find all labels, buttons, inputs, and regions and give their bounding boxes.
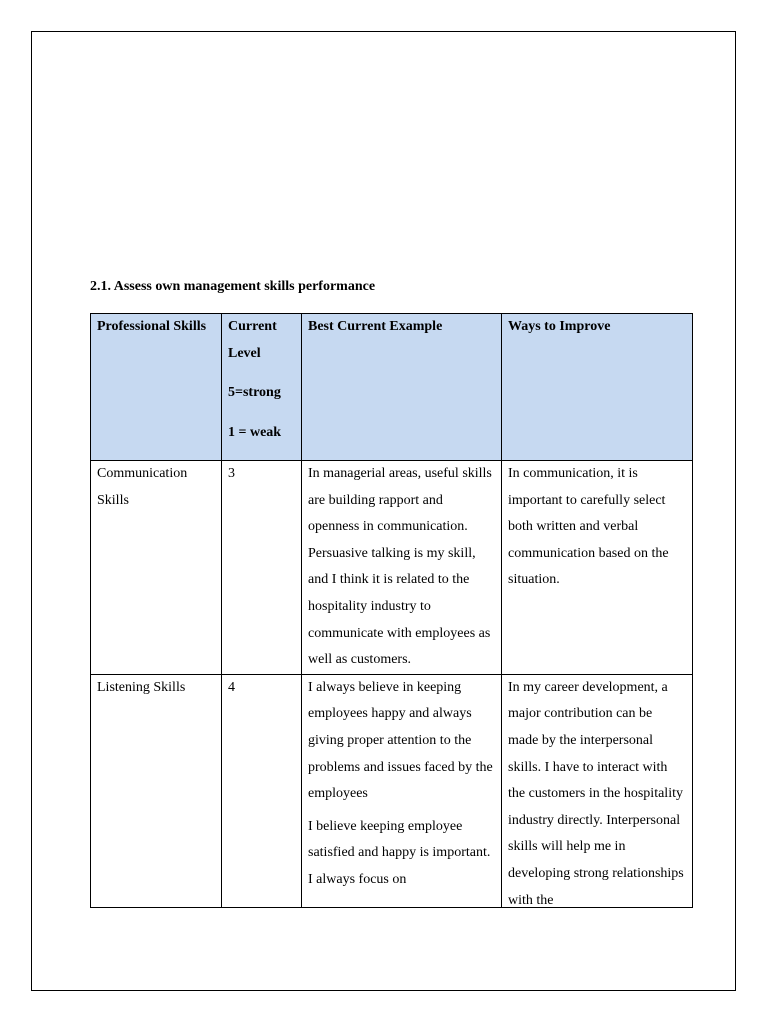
header-best-current-example: Best Current Example bbox=[302, 314, 502, 461]
best-example bbox=[302, 461, 502, 675]
table-row bbox=[91, 674, 693, 907]
section-heading: 2.1. Assess own management skills performance bbox=[90, 279, 376, 294]
header-current-level bbox=[222, 314, 302, 461]
ways-to-improve: In communication, it is important to carefully select both written and verbal communication based on the situation. bbox=[502, 461, 693, 675]
ways-to-improve-clip: In my career development, a major contribution can be made by the interpersonal skills. I have to interact with the customers in the hospitality industry directly. Interpersonal skills will help me in developing strong relationships with the bbox=[508, 679, 684, 907]
header-ways-to-improve: Ways to Improve bbox=[502, 314, 693, 461]
header-professional-skills: Professional Skills bbox=[91, 314, 222, 461]
best-example-paragraph: I always believe in keeping employees happy and always giving proper attention to the problems and issues faced by the employees bbox=[308, 679, 493, 802]
best-example-clip bbox=[308, 675, 495, 907]
skills-table bbox=[90, 313, 693, 908]
skill-name: Listening Skills bbox=[91, 674, 222, 907]
skill-level: 4 bbox=[222, 674, 302, 907]
header-current-level-title: Current Level bbox=[228, 319, 277, 361]
best-example bbox=[302, 674, 502, 907]
best-example-paragraph: In managerial areas, useful skills are building rapport and openness in communication. Persuasive talking is my skill, and I think it is related to the hospitality industry to communicate with employees as well as customers. bbox=[308, 466, 492, 668]
table-row bbox=[91, 461, 693, 675]
header-level-strong: 5=strong bbox=[228, 385, 281, 401]
table-header-row bbox=[91, 314, 693, 461]
ways-to-improve bbox=[502, 674, 693, 907]
best-example-paragraph: I believe keeping employee satisfied and happy is important. I always focus on bbox=[308, 818, 491, 887]
header-level-weak: 1 = weak bbox=[228, 424, 282, 440]
skill-name: Communication Skills bbox=[91, 461, 222, 675]
skill-level: 3 bbox=[222, 461, 302, 675]
